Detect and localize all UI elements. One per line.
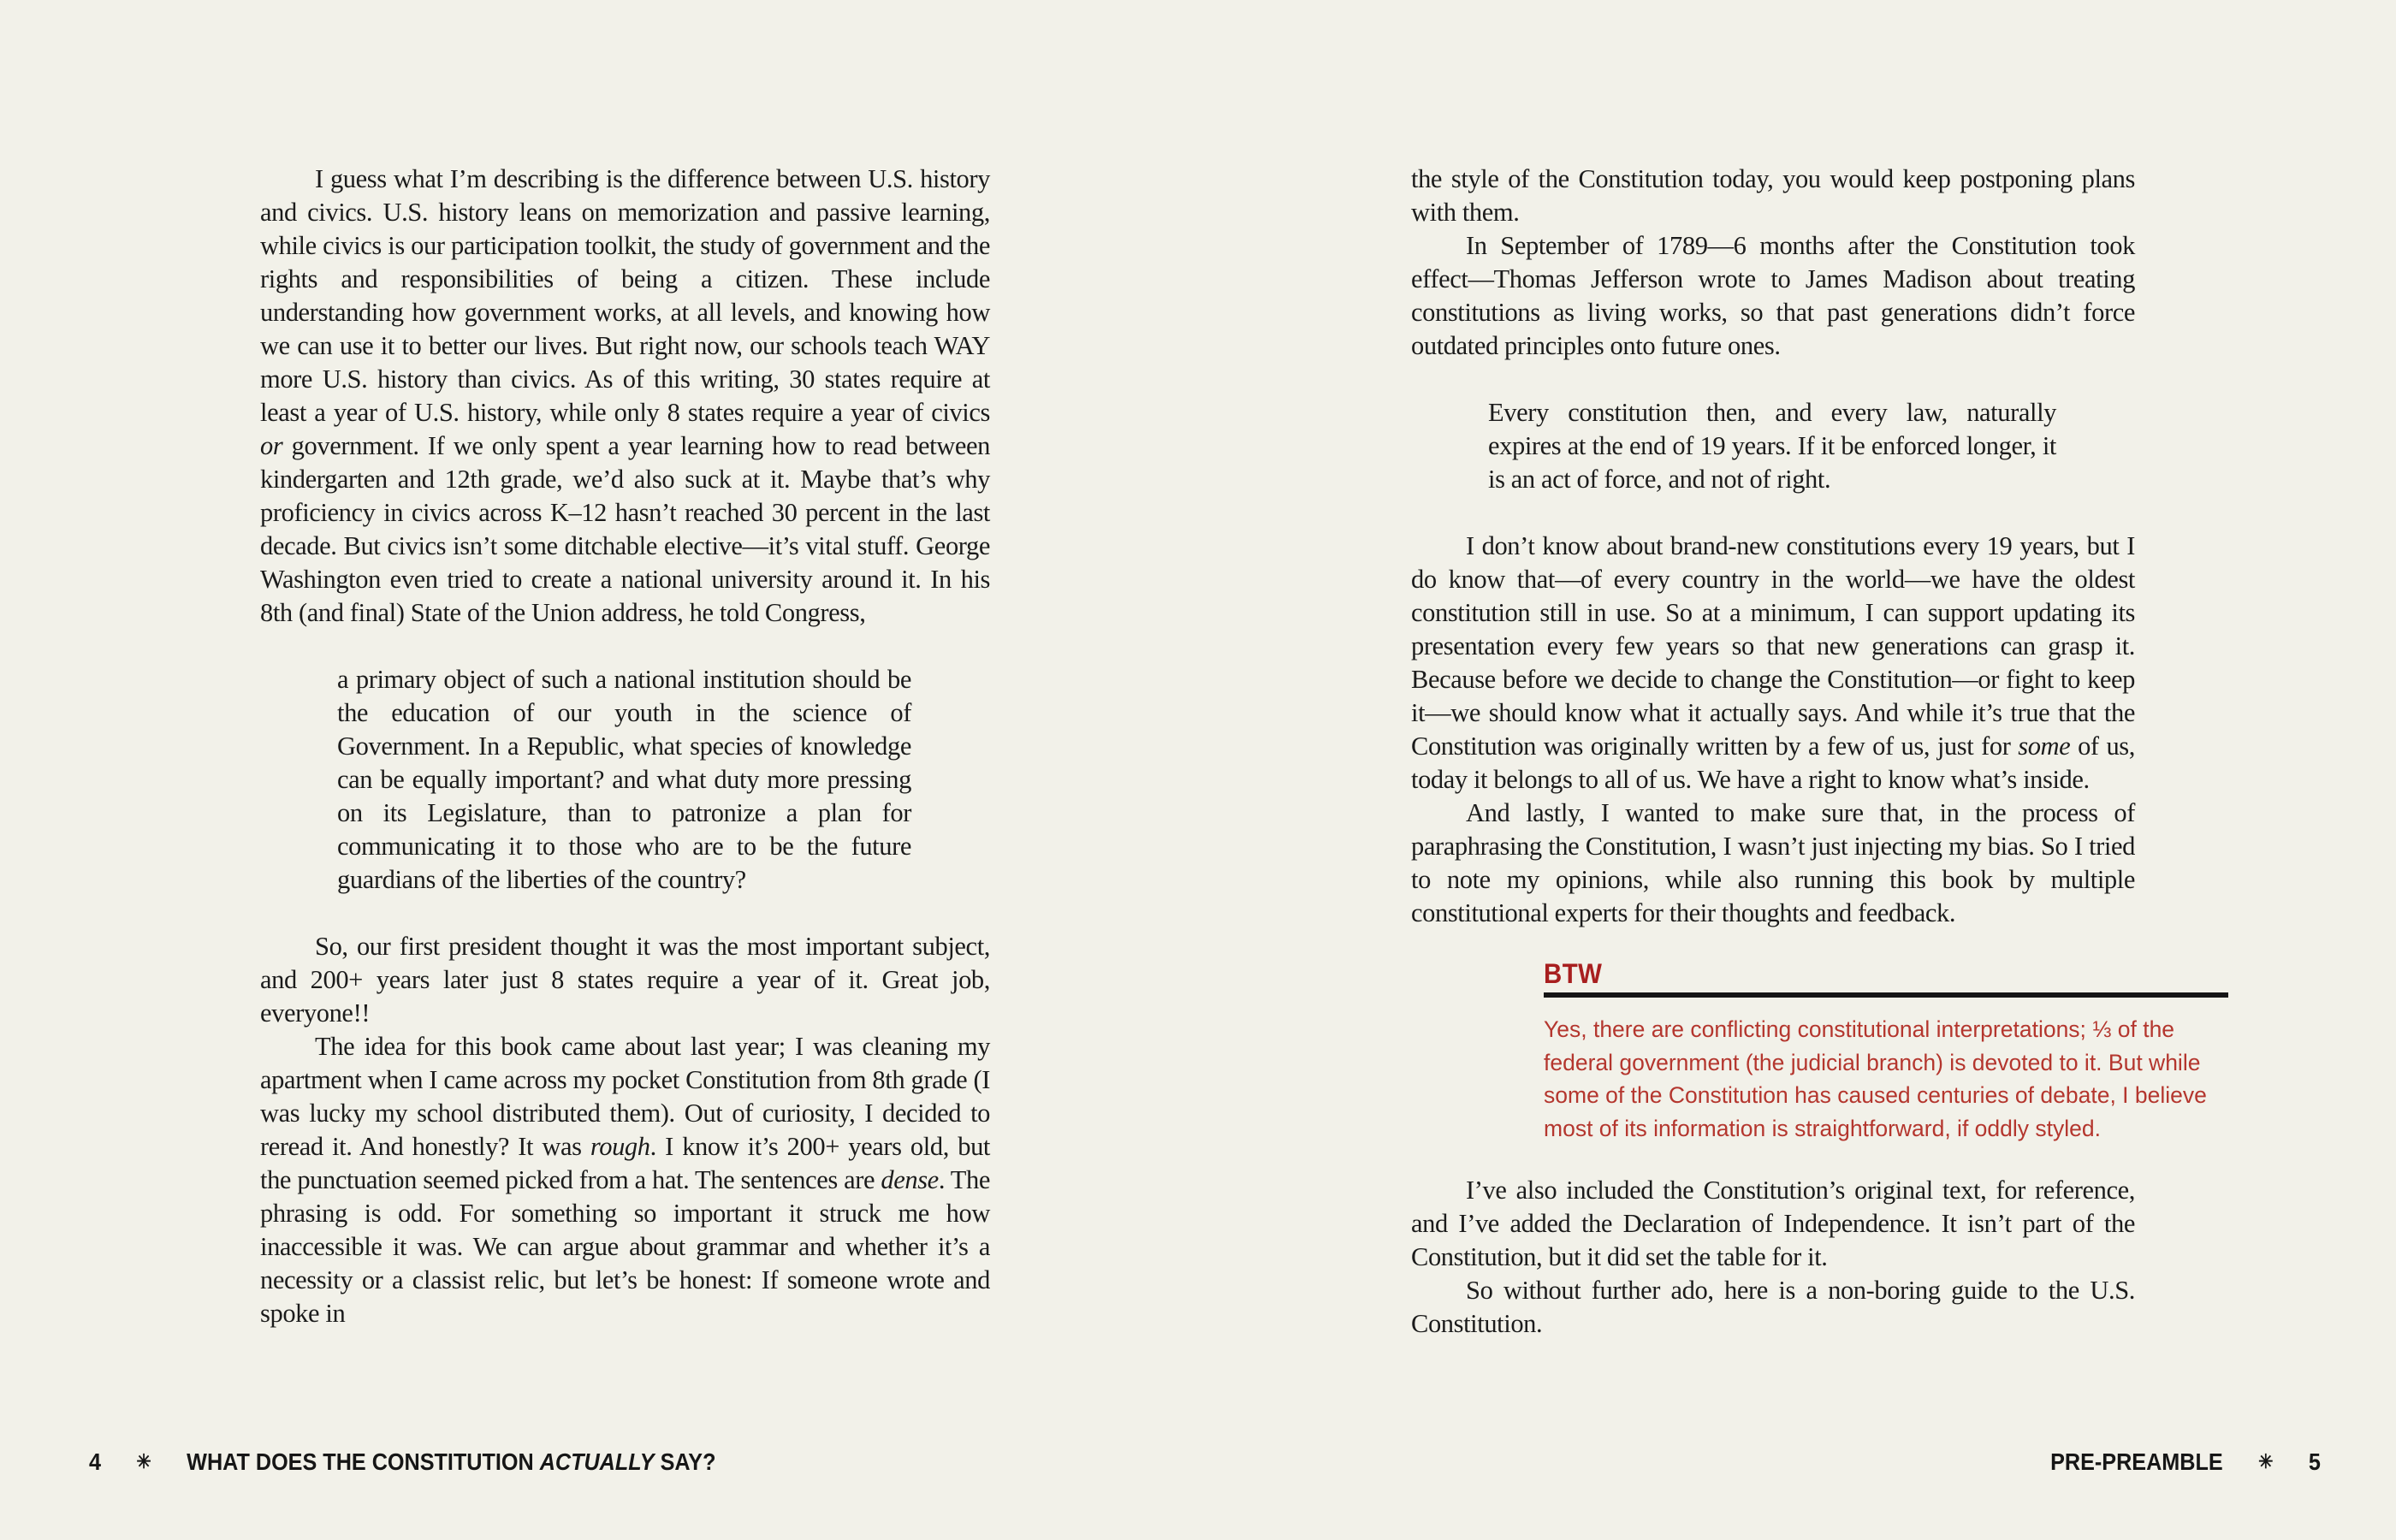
jefferson-quote: Every constitution then, and every law, naturally expires at the end of 19 years. If it be enforced longer, it is an act of force, and not of right. (1488, 398, 2056, 494)
running-head-left: WHAT DOES THE CONSTITUTION ACTUALLY SAY? (187, 1448, 716, 1475)
paragraph-continuation: the style of the Constitution today, you would keep postponing plans with them. (1411, 164, 2135, 227)
asterisk-separator-icon: ✳ (2258, 1450, 2274, 1472)
paragraph-original-text: I’ve also included the Constitution’s original text, for reference, and I’ve added the Declaration of Independence. It isn’t part of the Constitution, but it did set the table for it. (1411, 1176, 2135, 1271)
left-text-column (260, 163, 990, 1330)
btw-rule (1544, 992, 2228, 998)
running-head-right: PRE-PREAMBLE (2050, 1448, 2223, 1475)
paragraph-jefferson-letter: In September of 1789—6 months after the Constitution took effect—Thomas Jefferson wrote to James Madison about treating constitutions as living works, so that past generations didn’t force outdated principles onto future ones. (1411, 231, 2135, 360)
paragraph-book-idea: The idea for this book came about last year; I was cleaning my apartment when I came across my pocket Constitution from 8th grade (I was lucky my school distributed them). Out of curiosity, I decided to reread it. And honestly? It was rough. I know it’s 200+ years old, but the punctuation seemed picked from a hat. The sentences are dense. The phrasing is odd. For something so important it struck me how inaccessible it was. We can argue about grammar and whether it’s a necessity or a classist relic, but let’s be honest: If someone wrote and spoke in (260, 1032, 990, 1328)
washington-quote: a primary object of such a national institution should be the education of our youth in the science of Government. In a Republic, what species of knowledge can be equally important? and what duty more pressing on its Legislature, than to patronize a plan for communicating it to those who are to be the future guardians of the liberties of the country? (337, 665, 911, 894)
page-number-right: 5 (2308, 1448, 2321, 1475)
paragraph-first-president: So, our first president thought it was the most important subject, and 200+ years later just 8 states require a year of it. Great job, everyone!! (260, 932, 990, 1028)
btw-callout (1544, 959, 2228, 1145)
paragraph-oldest-constitution: I don’t know about brand-new constitutions every 19 years, but I do know that—of every country in the world—we have the oldest constitution still in use. So at a minimum, I can support updating its presentation every few years so that new generations can grasp it. Because before we decide to change the Constitution—or fight to keep it—we should know what it actually says. And while it’s true that the Constitution was originally written by a few of us, just for some of us, today it belongs to all of us. We have a right to know what’s inside. (1411, 531, 2135, 794)
paragraph-history-vs-civics: I guess what I’m describing is the difference between U.S. history and civics. U.S. history leans on memorization and passive learning, while civics is our participation toolkit, the study of government and the rights and responsibilities of being a citizen. These include understanding how government works, at all levels, and knowing how we can use it to better our lives. But right now, our schools teach WAY more U.S. history than civics. As of this writing, 30 states require at least a year of U.S. history, while only 8 states require a year of civics or government. If we only spent a year learning how to read between kindergarten and 12th grade, we’d also suck at it. Maybe that’s why proficiency in civics across K–12 hasn’t reached 30 percent in the last decade. But civics isn’t some ditchable elective—it’s vital stuff. George Washington even tried to create a national university around it. In his 8th (and final) State of the Union address, he told Congress, (260, 164, 990, 627)
page-number-left: 4 (89, 1448, 102, 1475)
asterisk-separator-icon: ✳ (136, 1450, 151, 1472)
right-text-column (1411, 163, 2207, 1341)
btw-heading: BTW (1544, 958, 1603, 989)
footer-right (2050, 1449, 2321, 1476)
btw-note: Yes, there are conflicting constitutional interpretations; ⅓ of the federal government (the judicial branch) is devoted to it. But while some of the Constitution has caused centuries of debate, I believe most of its information is straightforward, if oddly styled. (1544, 1016, 2207, 1141)
paragraph-bias: And lastly, I wanted to make sure that, in the process of paraphrasing the Constitution, I wasn’t just injecting my bias. So I tried to note my opinions, while also running this book by multiple constitutional experts for their thoughts and feedback. (1411, 798, 2135, 927)
page-right (1198, 0, 2396, 1540)
footer-left (89, 1449, 716, 1476)
paragraph-without-further-ado: So without further ado, here is a non-boring guide to the U.S. Constitution. (1411, 1276, 2135, 1338)
